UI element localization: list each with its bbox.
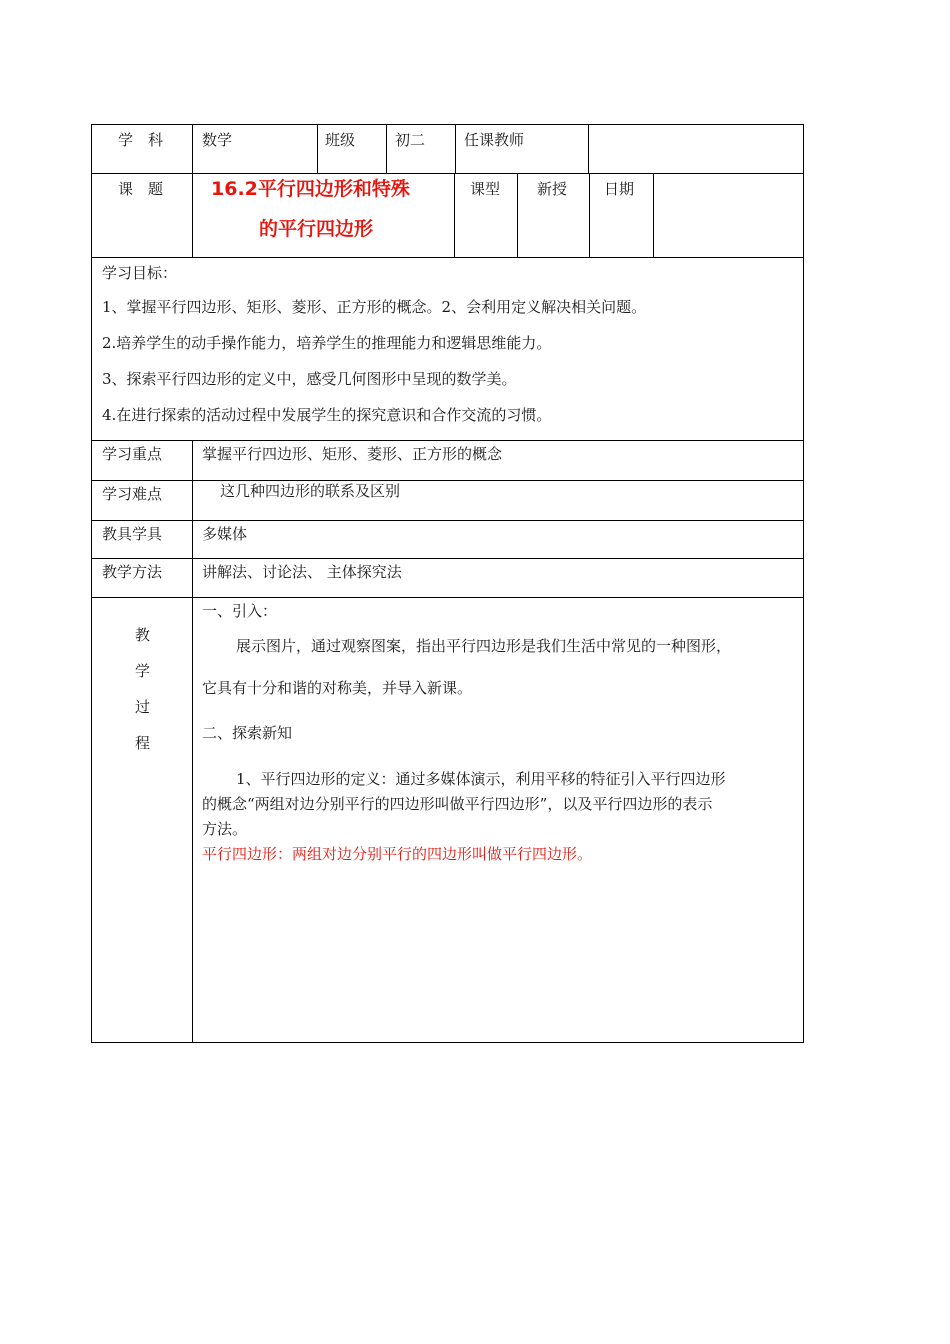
difficulty-label-cell — [92, 481, 193, 520]
process-label-char-2: 学 — [135, 662, 151, 680]
method-value-cell — [193, 559, 803, 597]
subject-value: 数学 — [202, 131, 233, 149]
date-label: 日期 — [604, 180, 635, 198]
class-label-cell — [318, 125, 387, 173]
process-label-char-3: 过 — [135, 698, 151, 716]
teacher-value-cell — [589, 125, 803, 173]
tools-label-cell — [92, 521, 193, 558]
key-point-value: 掌握平行四边形、矩形、菱形、正方形的概念 — [202, 445, 503, 463]
subject-value-cell — [193, 125, 318, 173]
definition-line-2: 的概念“两组对边分别平行的四边形叫做平行四边形”，以及平行四边形的表示 — [202, 795, 713, 813]
type-value-cell — [518, 174, 590, 257]
class-value-cell — [387, 125, 456, 173]
objective-item-3: 3、探索平行四边形的定义中，感受几何图形中呈现的数学美。 — [102, 370, 517, 388]
table-bottom-border — [91, 1042, 804, 1043]
topic-row — [91, 173, 804, 257]
objective-item-4: 4.在进行探索的活动过程中发展学生的探究意识和合作交流的习惯。 — [102, 406, 552, 424]
teacher-label-cell — [456, 125, 589, 173]
process-content-cell — [193, 598, 803, 1043]
class-label: 班级 — [325, 131, 356, 149]
class-value: 初二 — [395, 131, 426, 149]
tools-label: 教具学具 — [102, 525, 163, 543]
objectives-heading: 学习目标： — [102, 264, 178, 282]
date-value-cell — [654, 174, 803, 257]
header-row — [91, 124, 804, 173]
intro-line-2: 它具有十分和谐的对称美，并导入新课。 — [202, 679, 473, 697]
difficulty-value: 这几种四边形的联系及区别 — [220, 482, 401, 500]
type-label-cell — [455, 174, 518, 257]
method-row — [91, 558, 804, 597]
process-label-cell — [92, 598, 193, 1043]
key-point-value-cell — [193, 441, 803, 480]
key-point-label: 学习重点 — [102, 445, 163, 463]
intro-heading: 一、引入： — [202, 602, 278, 620]
process-row — [91, 597, 804, 1043]
definition-red-statement: 平行四边形：两组对边分别平行的四边形叫做平行四边形。 — [202, 845, 593, 863]
difficulty-label: 学习难点 — [102, 485, 163, 503]
tools-row — [91, 520, 804, 558]
type-label: 课型 — [470, 180, 501, 198]
key-point-label-cell — [92, 441, 193, 480]
topic-label: 课 题 — [118, 180, 164, 198]
tools-value: 多媒体 — [202, 525, 248, 543]
subject-label-cell — [92, 125, 193, 173]
tools-value-cell — [193, 521, 803, 558]
topic-label-cell — [92, 174, 193, 257]
teacher-label: 任课教师 — [464, 131, 525, 149]
explore-heading: 二、探索新知 — [202, 724, 293, 742]
process-label-char-1: 教 — [135, 626, 151, 644]
topic-title-line1: 16.2平行四边形和特殊 — [211, 178, 410, 200]
definition-line-3: 方法。 — [202, 820, 248, 838]
intro-line-1: 展示图片，通过观察图案，指出平行四边形是我们生活中常见的一种图形， — [236, 637, 732, 655]
difficulty-row — [91, 480, 804, 520]
method-value: 讲解法、讨论法、 主体探究法 — [202, 563, 402, 581]
objective-item-2: 2.培养学生的动手操作能力，培养学生的推理能力和逻辑思维能力。 — [102, 334, 552, 352]
objective-item-1: 1、掌握平行四边形、矩形、菱形、正方形的概念。2、会利用定义解决相关问题。 — [102, 298, 647, 316]
date-label-cell — [590, 174, 654, 257]
method-label: 教学方法 — [102, 563, 163, 581]
topic-title-line2: 的平行四边形 — [259, 218, 374, 240]
topic-value-cell — [193, 174, 455, 257]
subject-label: 学 科 — [118, 131, 164, 149]
process-label-char-4: 程 — [135, 734, 151, 752]
definition-line-1: 1、平行四边形的定义：通过多媒体演示，利用平移的特征引入平行四边形 — [236, 770, 726, 788]
objectives-row — [91, 257, 804, 440]
key-point-row — [91, 440, 804, 480]
method-label-cell — [92, 559, 193, 597]
type-value: 新授 — [537, 180, 568, 198]
difficulty-value-cell — [193, 481, 803, 520]
